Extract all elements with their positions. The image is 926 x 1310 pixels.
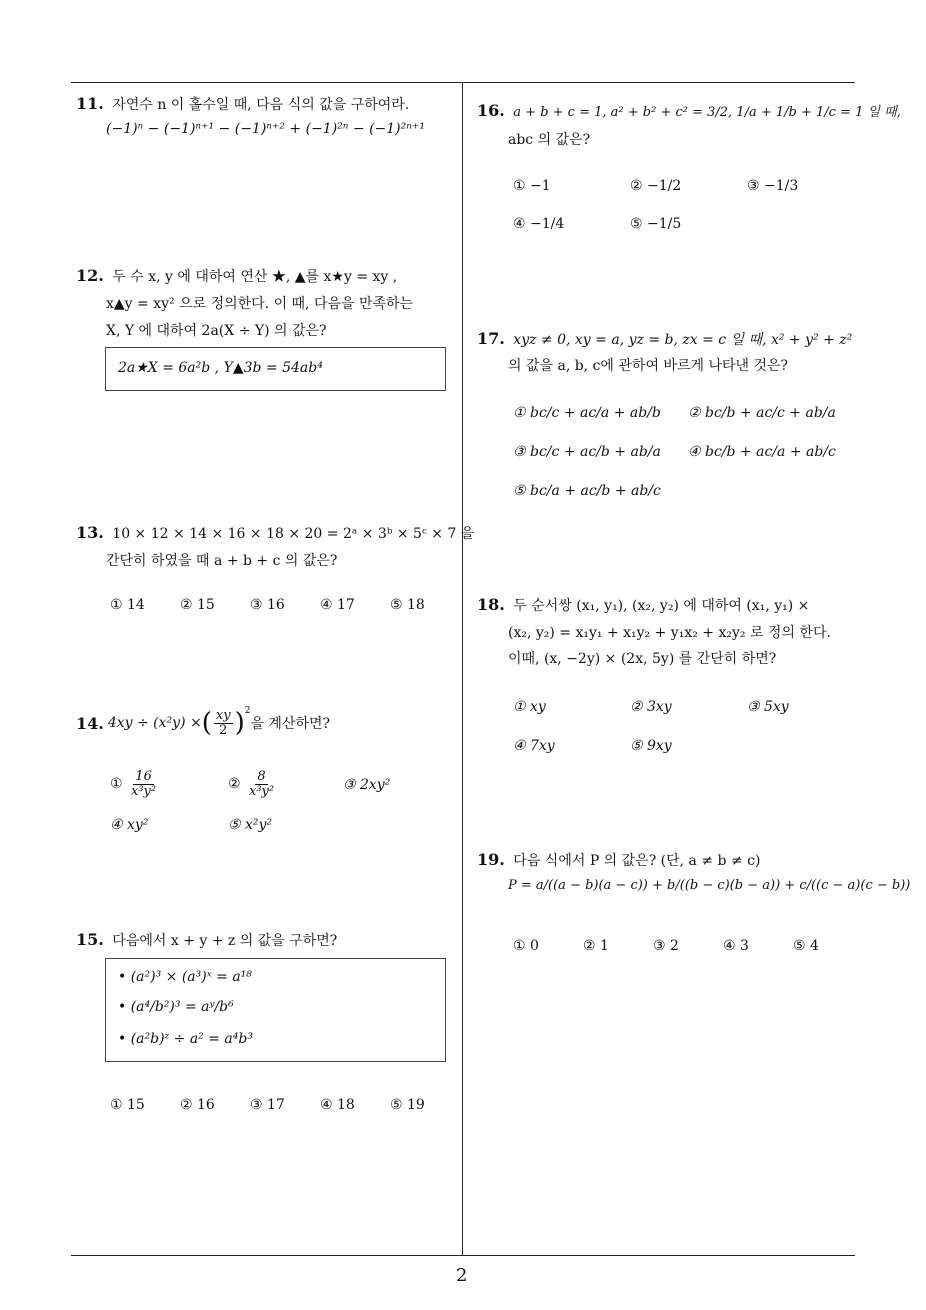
q13-option-1[interactable]: ① 14 (110, 597, 145, 613)
bottom-rule (71, 1255, 855, 1256)
circled-one: ① (110, 776, 128, 793)
q16-option-1[interactable]: ① −1 (513, 178, 551, 194)
q12-line3: X, Y 에 대하여 2a(X ÷ Y) 의 값은? (106, 323, 327, 339)
fraction: $\frac{8}{\text{x³y²}}$ (249, 769, 275, 799)
frac-denominator: 2 (219, 722, 228, 738)
q18-option-1[interactable]: ① xy (513, 699, 546, 715)
question-19 (477, 850, 760, 870)
q19-option-1[interactable]: ① 0 (513, 938, 539, 954)
q16-option-3[interactable]: ③ −1/3 (747, 178, 799, 194)
question-number: 19. (477, 850, 505, 869)
frac-numerator: xy (215, 707, 231, 723)
question-13 (76, 523, 474, 543)
q13-line2: 간단히 하였을 때 a + b + c 의 값은? (106, 553, 338, 569)
q18-line3: 이때, (x, −2y) × (2x, 5y) 를 간단히 하면? (508, 651, 777, 667)
question-number: 14. (76, 713, 104, 733)
q16-option-4[interactable]: ④ −1/4 (513, 216, 565, 232)
q18-line2: (x₂, y₂) = x₁y₁ + x₁y₂ + y₁x₂ + x₂y₂ 로 정의 한다. (508, 625, 831, 641)
q16-option-5[interactable]: ⑤ −1/5 (630, 216, 682, 232)
q17-option-1[interactable]: ① bc/c + ac/a + ab/b (513, 405, 661, 421)
question-18 (477, 595, 809, 615)
q15-option-2[interactable]: ② 16 (180, 1097, 215, 1113)
q15-item-3: • (a²b)ᶻ ÷ a² = a⁴b³ (118, 1031, 253, 1047)
question-16 (477, 101, 901, 120)
question-number: 17. (477, 329, 505, 348)
q17-option-3[interactable]: ③ bc/c + ac/b + ab/a (513, 444, 661, 460)
top-rule (71, 82, 855, 83)
q14-expr-pre: 4xy ÷ (x²y) × (107, 715, 202, 731)
question-text: 두 수 x, y 에 대하여 연산 ★, ▲를 x★y = xy , (112, 269, 398, 285)
q14-fraction (214, 709, 233, 737)
right-paren: ) (234, 708, 245, 738)
q13-option-2[interactable]: ② 15 (180, 597, 215, 613)
question-12 (76, 266, 397, 286)
question-17 (477, 329, 852, 349)
q14-expr-post: 을 계산하면? (250, 716, 331, 732)
q15-option-4[interactable]: ④ 18 (320, 1097, 355, 1113)
question-text: xyz ≠ 0, xy = a, yz = b, zx = c 일 때, x² + y² + z² (513, 332, 853, 348)
question-text: a + b + c = 1, a² + b² + c² = 3/2, 1/a + 1/b + 1/c = 1 일 때, (513, 105, 901, 120)
q18-option-5[interactable]: ⑤ 9xy (630, 738, 672, 754)
q14-option-1[interactable] (110, 770, 160, 798)
q12-box-text: 2a★X = 6a²b , Y▲3b = 54ab⁴ (118, 360, 323, 376)
question-11 (76, 94, 409, 114)
question-15 (76, 930, 337, 950)
q15-condition-box (105, 958, 446, 1062)
question-number: 11. (76, 94, 104, 113)
q18-option-2[interactable]: ② 3xy (630, 699, 672, 715)
question-text: 다음에서 x + y + z 의 값을 구하면? (112, 933, 338, 949)
question-number: 12. (76, 266, 104, 285)
q16-option-2[interactable]: ② −1/2 (630, 178, 682, 194)
q14-option-5[interactable]: ⑤ x²y² (228, 817, 273, 833)
question-text: 다음 식에서 P 의 값은? (단, a ≠ b ≠ c) (513, 853, 761, 869)
q17-line2: 의 값을 a, b, c에 관하여 바르게 나타낸 것은? (508, 358, 789, 374)
left-paren: ( (201, 708, 212, 738)
question-text: 10 × 12 × 14 × 16 × 18 × 20 = 2ᵃ × 3ᵇ × 5ᶜ × 7 을 (112, 526, 475, 542)
question-text: 자연수 n 이 홀수일 때, 다음 식의 값을 구하여라. (112, 97, 410, 113)
q15-item-1: • (a²)³ × (a³)ˣ = a¹⁸ (118, 969, 252, 985)
q12-condition-box (105, 347, 446, 391)
q17-option-2[interactable]: ② bc/b + ac/c + ab/a (688, 405, 836, 421)
exponent: 2 (244, 706, 251, 716)
q15-option-3[interactable]: ③ 17 (250, 1097, 285, 1113)
q19-option-2[interactable]: ② 1 (583, 938, 609, 954)
fraction: $\frac{16}{\text{x³y²}}$ (131, 769, 157, 799)
q11-expression: (−1)ⁿ − (−1)ⁿ⁺¹ − (−1)ⁿ⁺² + (−1)²ⁿ − (−1)²ⁿ⁺¹ (106, 121, 425, 137)
q16-line2: abc 의 값은? (508, 132, 591, 148)
question-number: 13. (76, 523, 104, 542)
question-number: 18. (477, 595, 505, 614)
q14-option-3[interactable]: ③ 2xy² (343, 777, 391, 793)
q18-option-3[interactable]: ③ 5xy (747, 699, 789, 715)
q14-option-2[interactable] (228, 770, 278, 798)
column-divider (462, 83, 463, 1255)
circled-two: ② (228, 776, 246, 793)
q15-item-2: • (a⁴/b²)³ = aʸ/b⁶ (118, 999, 234, 1015)
q18-option-4[interactable]: ④ 7xy (513, 738, 555, 754)
q17-option-5[interactable]: ⑤ bc/a + ac/b + ab/c (513, 483, 661, 499)
q13-option-3[interactable]: ③ 16 (250, 597, 285, 613)
question-number: 15. (76, 930, 104, 949)
question-number: 16. (477, 101, 505, 120)
q17-option-4[interactable]: ④ bc/b + ac/a + ab/c (688, 444, 836, 460)
q15-option-5[interactable]: ⑤ 19 (390, 1097, 425, 1113)
q19-expression: P = a/((a − b)(a − c)) + b/((b − c)(b − a)) + c/((c − a)(c − b)) (508, 878, 911, 893)
q12-line2: x▲y = xy² 으로 정의한다. 이 때, 다음을 만족하는 (106, 296, 414, 312)
question-text: 두 순서쌍 (x₁, y₁), (x₂, y₂) 에 대하여 (x₁, y₁) × (513, 598, 810, 614)
q13-option-4[interactable]: ④ 17 (320, 597, 355, 613)
q19-option-4[interactable]: ④ 3 (723, 938, 749, 954)
q19-option-5[interactable]: ⑤ 4 (793, 938, 819, 954)
q15-option-1[interactable]: ① 15 (110, 1097, 145, 1113)
q19-option-3[interactable]: ③ 2 (653, 938, 679, 954)
page-number: 2 (456, 1265, 468, 1286)
q13-option-5[interactable]: ⑤ 18 (390, 597, 425, 613)
question-14 (76, 708, 330, 738)
q14-option-4[interactable]: ④ xy² (110, 817, 149, 833)
